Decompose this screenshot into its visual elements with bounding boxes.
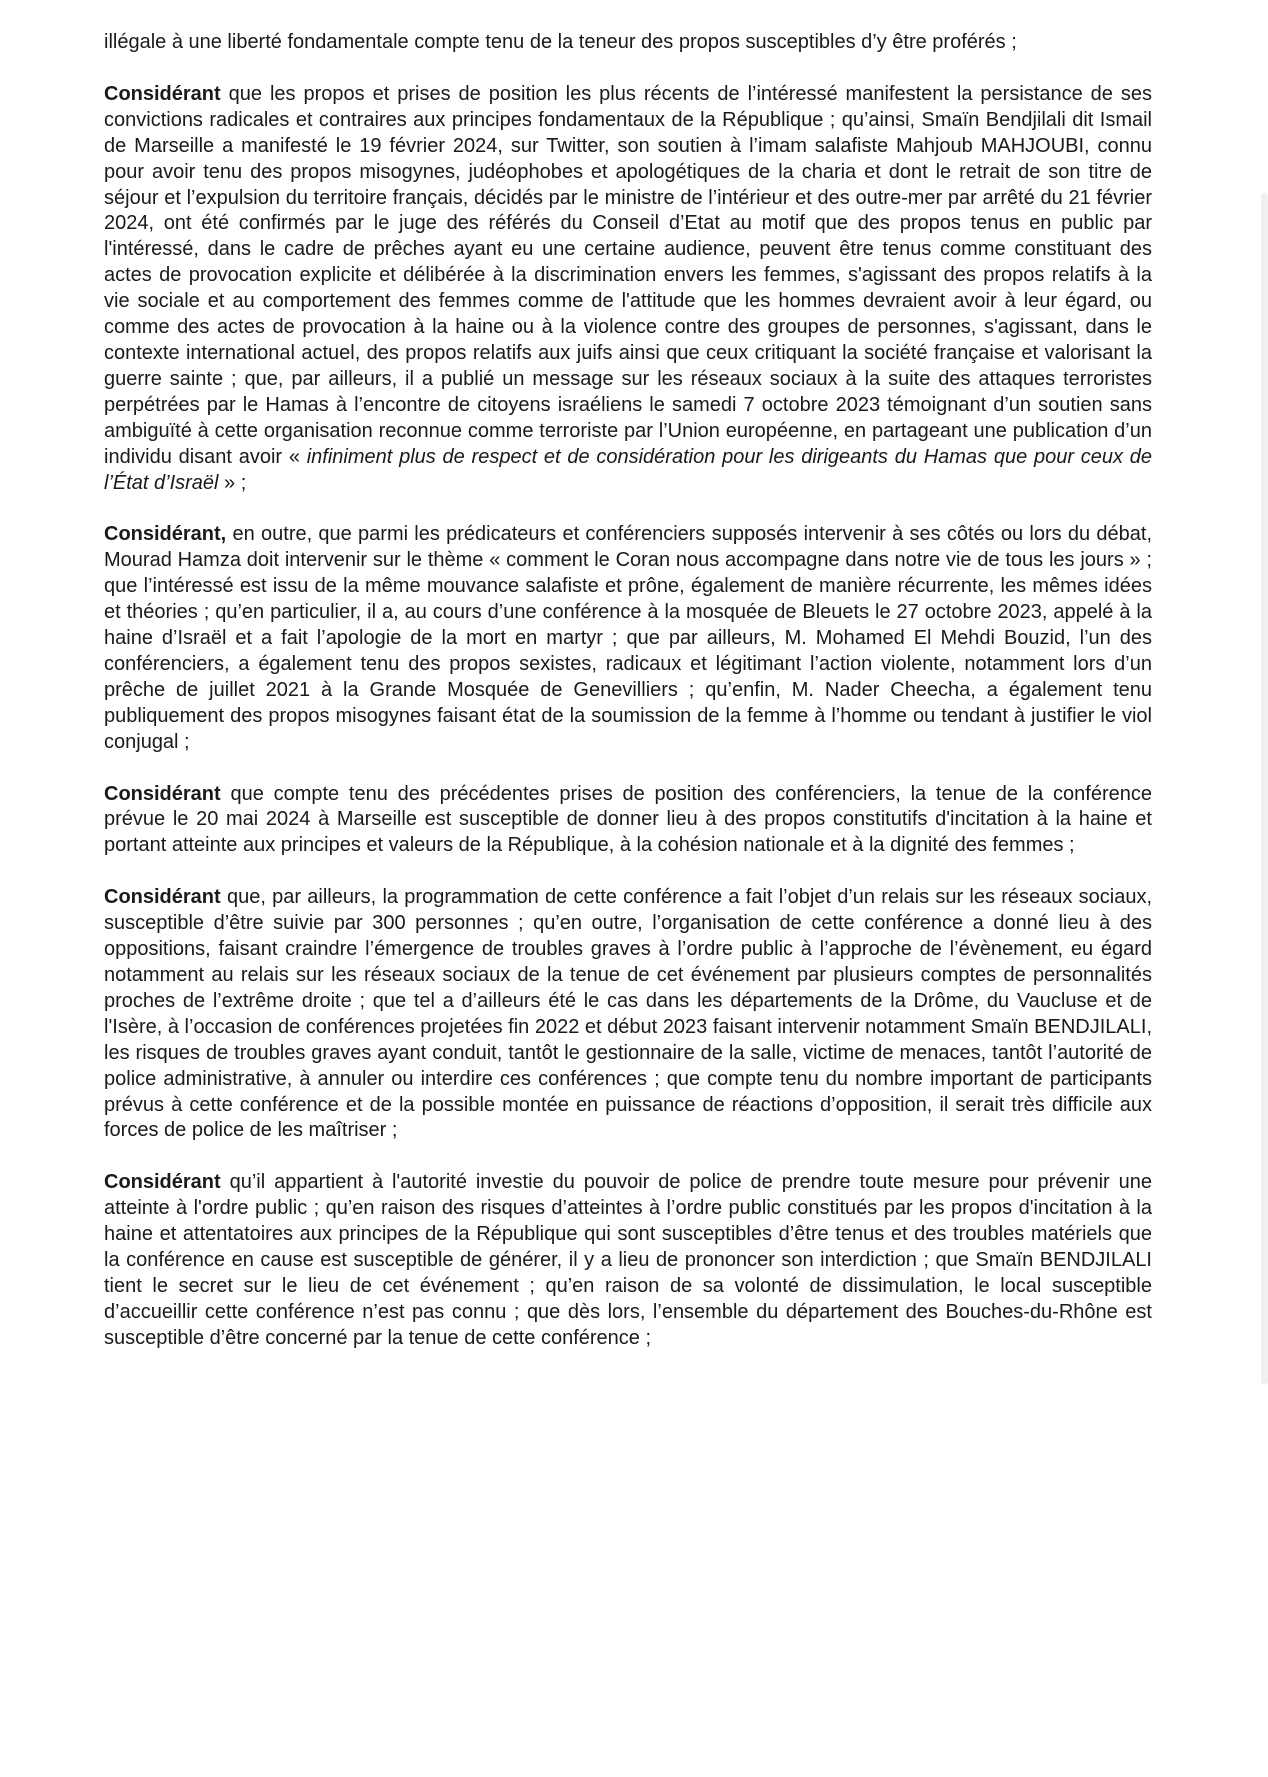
text-segment: en outre, que parmi les prédicateurs et conférenciers supposés intervenir à ses côtés ou lors du débat, Mourad Hamza doit intervenir sur le thème « comment le Coran nous accompagne dans notre vie de tous les jours » ; que l’intéressé est issu de la même mouvance salafiste et prône, également de manière récurrente, les mêmes idées et théories ; qu’en particulier, il a, au cours d’une conférence à la mosquée de Bleuets le 27 octobre 2023, appelé à la haine d’Israël et a fait l’apologie de la mort en martyr ; que par ailleurs, M. Mohamed El Mehdi Bouzid, l’un des conférenciers, a également tenu des propos sexistes, radicaux et légitimant l’action violente, notamment lors d’un prêche de juillet 2021 à la Grande Mosquée de Genevilliers ; qu’enfin, M. Nader Cheecha, a également tenu publiquement des propos misogynes faisant état de la soumission de la femme à l’homme ou tendant à justifier le viol conjugal ;	[104, 523, 1152, 753]
paragraph	[104, 885, 1152, 1144]
text-segment: que, par ailleurs, la programmation de cette conférence a fait l’objet d’un relais sur les réseaux sociaux, susceptible d’être suivie par 300 personnes ; qu’en outre, l’organisation de cette conférence a donné lieu à des oppositions, faisant craindre l’émergence de troubles graves à l’ordre public à l’approche de l’évènement, eu égard notamment au relais sur les réseaux sociaux de la tenue de cet événement par plusieurs comptes de personnalités proches de l’extrême droite ; que tel a d’ailleurs été le cas dans les départements de la Drôme, du Vaucluse et de l'Isère, à l’occasion de conférences projetées fin 2022 et début 2023 faisant intervenir notamment Smaïn BENDJILALI, les risques de troubles graves ayant conduit, tantôt le gestionnaire de la salle, victime de menaces, tantôt l’autorité de police administrative, à annuler ou interdire ces conférences ; que compte tenu du nombre important de participants prévus à cette conférence et de la possible montée en puissance de réactions d’opposition, il serait très difficile aux forces de police de les maîtriser ;	[104, 886, 1152, 1142]
paragraph	[104, 30, 1152, 56]
paragraph	[104, 1170, 1152, 1351]
considerant-keyword: Considérant	[104, 886, 221, 909]
text-segment: qu’il appartient à l'autorité investie du pouvoir de police de prendre toute mesure pour prévenir une atteinte à l'ordre public ; qu’en raison des risques d’atteintes à l’ordre public constitués par les propos d'incitation à la haine et attentatoires aux principes de la République qui sont susceptibles d’être tenus et des troubles matériels que la conférence en cause est susceptible de générer, il y a lieu de prononcer son interdiction ; que Smaïn BENDJILALI tient le secret sur le lieu de cet événement ; qu’en raison de sa volonté de dissimulation, le local susceptible d’accueillir cette conférence n’est pas connu ; que dès lors, l’ensemble du département des Bouches-du-Rhône est susceptible d’être concerné par la tenue de cette conférence ;	[104, 1171, 1152, 1349]
text-segment: illégale à une liberté fondamentale compte tenu de la teneur des propos susceptibles d’y être proférés ;	[104, 31, 1017, 53]
document-body	[104, 30, 1152, 1378]
paragraph	[104, 522, 1152, 755]
paragraph	[104, 782, 1152, 860]
scrollbar-thumb[interactable]	[1261, 193, 1268, 1385]
text-segment: » ;	[218, 471, 247, 494]
considerant-keyword: Considérant	[104, 82, 221, 105]
text-segment: infiniment plus de respect et de considération pour les dirigeants du Hamas que pour ceux de l’État d’Israël	[104, 445, 1153, 494]
considerant-keyword: Considérant,	[104, 523, 227, 546]
paragraph	[104, 82, 1152, 497]
text-segment: que les propos et prises de position les plus récents de l’intéressé manifestent la persistance de ses convictions radicales et contraires aux principes fondamentaux de la République ; qu’ainsi, Smaïn Bendjilali dit Ismail de Marseille a manifesté le 19 février 2024, sur Twitter, son soutien à l’imam salafiste Mahjoub MAHJOUBI, connu pour avoir tenu des propos misogynes, judéophobes et apologétiques de la charia et dont le retrait de son titre de séjour et l’expulsion du territoire français, décidés par le ministre de l’intérieur et des outre-mer par arrêté du 21 février 2024, ont été confirmés par le juge des référés du Conseil d’Etat au motif que des propos tenus en public par l'intéressé, dans le cadre de prêches ayant eu une certaine audience, peuvent être tenus comme constituant des actes de provocation explicite et délibérée à la discrimination envers les femmes, s'agissant des propos relatifs à la vie sociale et au comportement des femmes comme de l'attitude que les hommes devraient avoir à leur égard, ou comme des actes de provocation à la haine ou à la violence contre des groupes de personnes, s'agissant, dans le contexte international actuel, des propos relatifs aux juifs ainsi que ceux critiquant la société française et valorisant la guerre sainte ; que, par ailleurs, il a publié un message sur les réseaux sociaux à la suite des attaques terroristes perpétrées par le Hamas à l’encontre de citoyens israéliens le samedi 7 octobre 2023 témoignant d’un soutien sans ambiguïté à cette organisation reconnue comme terroriste par l’Union européenne, en partageant une publication d’un individu disant avoir «	[104, 82, 1152, 468]
text-segment: que compte tenu des précédentes prises de position des conférenciers, la tenue de la conférence prévue le 20 mai 2024 à Marseille est susceptible de donner lieu à des propos constitutifs d'incitation à la haine et portant atteinte aux principes et valeurs de la République, à la cohésion nationale et à la dignité des femmes ;	[104, 782, 1152, 857]
considerant-keyword: Considérant	[104, 1171, 221, 1194]
considerant-keyword: Considérant	[104, 782, 221, 805]
